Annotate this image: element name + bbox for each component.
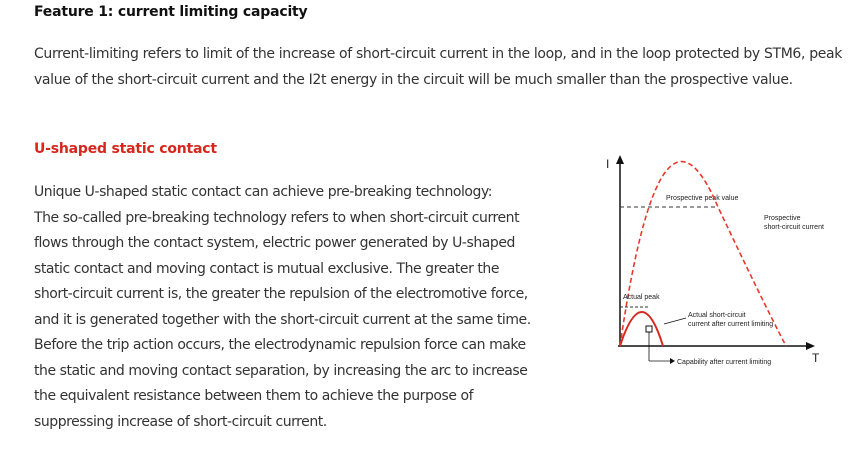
capability-marker [646, 326, 652, 332]
section-body [34, 180, 534, 435]
actual-curve-pointer [664, 318, 686, 324]
actual-curve [620, 312, 663, 346]
actual-current-label-2: current after current limiting [688, 321, 774, 328]
y-axis-label: I [606, 157, 610, 171]
section-title: U-shaped static contact [34, 141, 217, 157]
x-axis-label: T [812, 351, 820, 365]
section-body-paragraph: The so-called pre-breaking technology refers to when short-circuit current flows through the contact system, electric power generated by U-shaped static contact and moving contact is mutual exclusive. The greater the short-circuit current is, the greater the repulsion of the electromotive force, and it is generated together with the short-circuit current at the same time. Before the trip action occurs, the electrodynamic repulsion force can make the static and moving contact separation, by increasing the arc to increase the equivalent resistance between them to achieve the purpose of suppressing increase of short-circuit current. [34, 209, 531, 430]
actual-current-label-1: Actual short-circuit [688, 312, 746, 319]
feature-title: Feature 1: current limiting capacity [34, 4, 308, 20]
prospective-current-label-2: short-circuit current [764, 224, 824, 231]
section-body-intro: Unique U-shaped static contact can achieve pre-breaking technology: [34, 184, 493, 200]
capability-arrow [670, 358, 675, 364]
capability-label: Capability after current limiting [677, 359, 772, 366]
current-limiting-diagram [590, 150, 866, 375]
feature-description: Current-limiting refers to limit of the increase of short-circuit current in the loop, and in the loop protected by STM6, peak value of the short-circuit current and the I2t energy in the circuit will be much smaller than the prospective value. [34, 46, 842, 88]
prospective-current-label-1: Prospective [764, 215, 801, 222]
actual-peak-label: Actual peak [623, 294, 660, 301]
y-axis-arrow [616, 155, 624, 164]
prospective-peak-label: Prospective peak value [666, 195, 739, 202]
x-axis-arrow [806, 342, 815, 350]
